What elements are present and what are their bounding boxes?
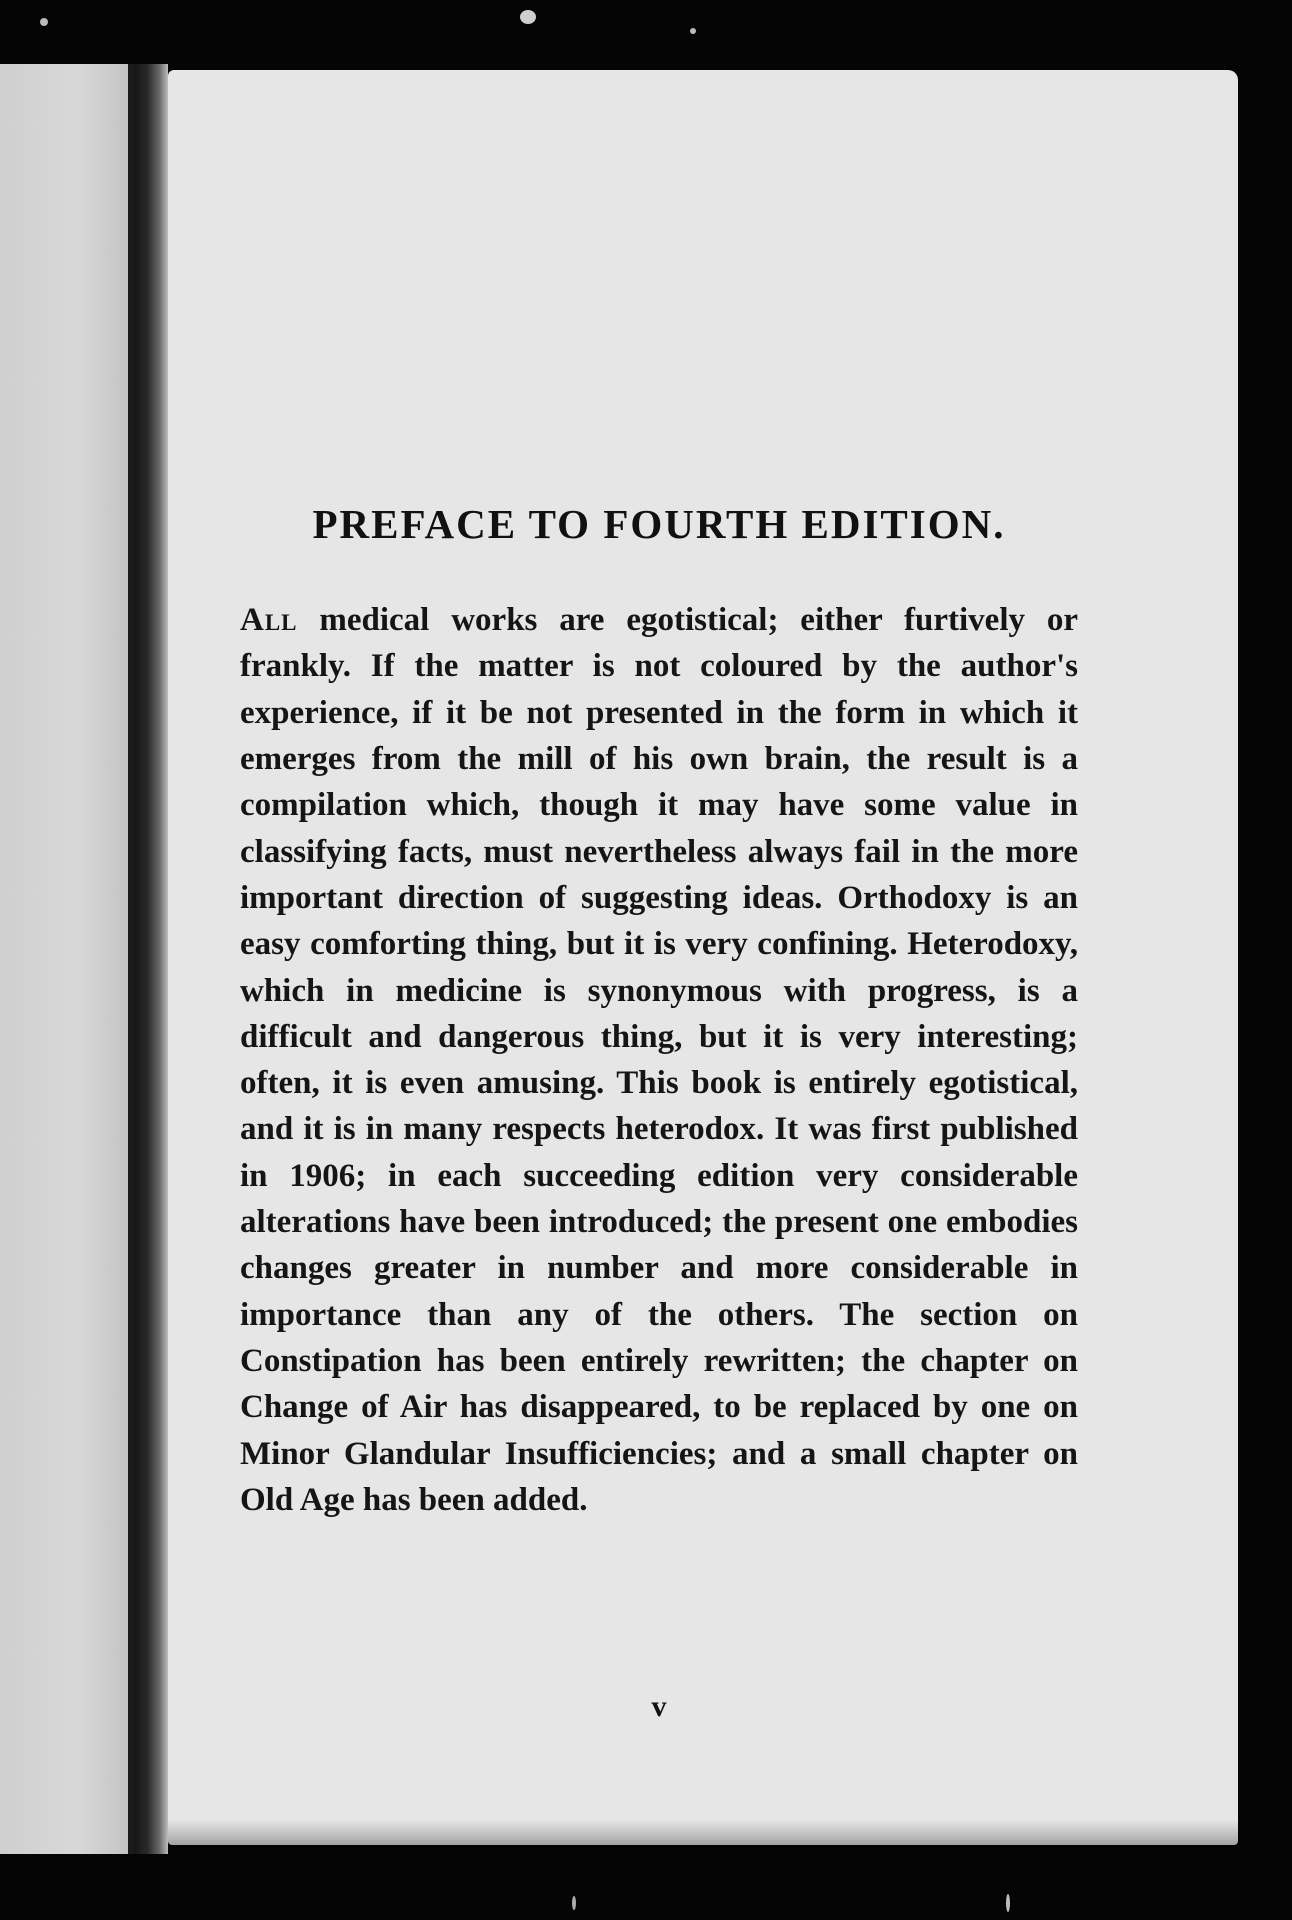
dust-speck xyxy=(690,28,696,34)
dust-speck xyxy=(40,18,48,26)
page-content xyxy=(240,500,1078,1523)
page-number: v xyxy=(651,1690,667,1723)
facing-page-edge xyxy=(0,64,128,1854)
preface-body-text: medical works are egotistical; either furtively or frankly. If the matter is not coloured by the author's experience, if it be not presented in the form in which it emerges from the mill of his own brain, the result is a compilation which, though it may have some value in classifying facts, must nevertheless always fail in the more important direction of suggesting ideas. Orthodoxy is an easy comforting thing, but it is very confining. Heterodoxy, which in medicine is synonymous with progress, is a difficult and dangerous thing, but it is very interesting; often, it is even amusing. This book is entirely egotistical, and it is in many respects heterodox. It was first published in 1906; in each succeeding edition very considerable alterations have been introduced; the present one embodies changes greater in number and more considerable in importance than any of the others. The section on Constipation has been entirely rewritten; the chapter on Change of Air has disappeared, to be replaced by one on Minor Glandular Insufficiencies; and a small chapter on Old Age has been added. xyxy=(240,602,1078,1518)
dust-speck xyxy=(520,10,536,24)
dust-speck xyxy=(1006,1894,1010,1912)
preface-heading: PREFACE TO FOURTH EDITION. xyxy=(312,501,1006,547)
page-bottom-shadow xyxy=(168,1820,1238,1850)
preface-paragraph xyxy=(240,597,1078,1523)
lead-word: All xyxy=(240,602,298,639)
dust-speck xyxy=(572,1896,576,1910)
spine-shadow xyxy=(134,64,168,1854)
